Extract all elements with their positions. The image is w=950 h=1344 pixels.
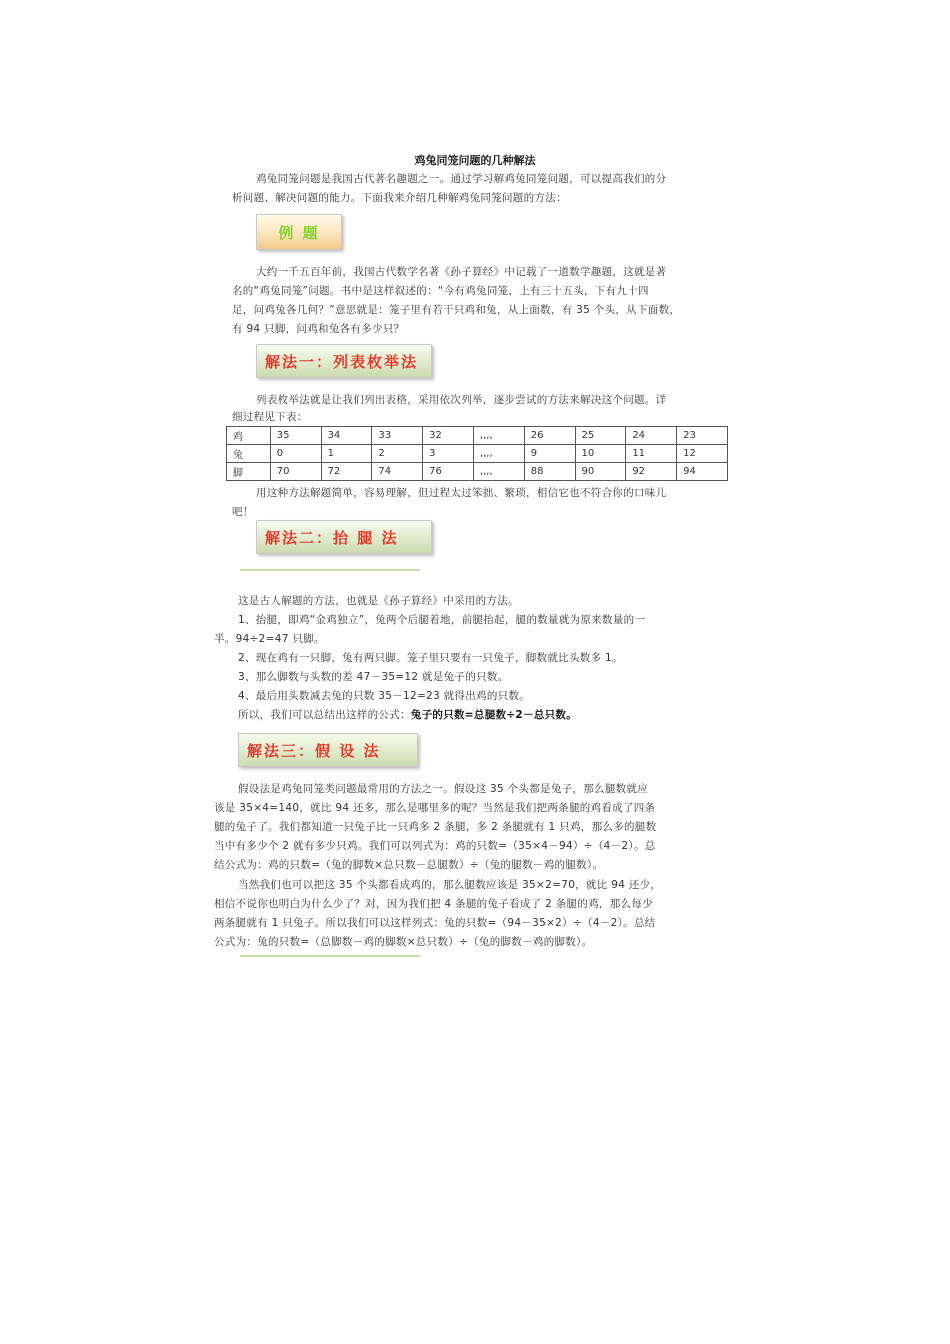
method2-line: 3、那么脚数与头数的差 47－35=12 就是兔子的只数。 [238, 671, 509, 683]
method3-line: 当然我们也可以把这 35 个头都看成鸡的，那么腿数应该是 35×2=70，就比 94 还少， [238, 879, 662, 891]
example-heading: 例 题 [256, 214, 342, 250]
method2-heading: 解法二：抬 腿 法 [256, 520, 432, 554]
method2-line: 4、最后用头数减去兔的只数 35－12=23 就得出鸡的只数。 [238, 690, 531, 702]
method3-line: 结公式为：鸡的只数=（兔的脚数×总只数－总腿数）÷（兔的腿数－鸡的腿数）。 [214, 859, 604, 871]
table-cell: 94 [677, 463, 728, 481]
section-divider [240, 955, 420, 957]
method3-line: 当中有多少个 2 就有多少只鸡。我们可以列式为：鸡的只数=（35×4－94）÷（4－2）。总 [214, 840, 656, 852]
table-cell: 88 [524, 463, 575, 481]
method2-formula-line [238, 706, 577, 725]
table-cell: ,,,, [473, 445, 524, 463]
table-cell: 34 [321, 427, 372, 445]
table-cell: 74 [372, 463, 423, 481]
table-cell: 90 [575, 463, 626, 481]
table-cell: 72 [321, 463, 372, 481]
table-cell: 0 [270, 445, 321, 463]
method3-line: 公式为：兔的只数=（总脚数－鸡的脚数×总只数）÷（兔的脚数－鸡的脚数）。 [214, 936, 593, 948]
method3-line: 假设法是鸡兔同笼类问题最常用的方法之一。假设这 35 个头都是兔子，那么腿数就应 [238, 783, 649, 795]
example-line: 大约一千五百年前，我国古代数学名著《孙子算经》中记载了一道数学趣题，这就是著 [256, 266, 667, 278]
page-title: 鸡兔同笼问题的几种解法 [414, 154, 536, 167]
section-divider [240, 569, 420, 571]
method1-heading: 解法一：列表枚举法 [256, 344, 432, 378]
table-cell: 脚 [227, 463, 271, 481]
example-line: 名的“鸡兔同笼”问题。书中是这样叙述的：“今有鸡兔同笼，上有三十五头，下有九十四 [232, 285, 649, 297]
table-cell: 10 [575, 445, 626, 463]
formula-prefix: 所以，我们可以总结出这样的公式： [238, 709, 411, 721]
table-cell: ,,,, [473, 427, 524, 445]
intro-line: 鸡兔同笼问题是我国古代著名趣题之一。通过学习解鸡兔同笼问题，可以提高我们的分 [256, 173, 667, 185]
method1-line: 吧！ [232, 506, 254, 518]
table-row [227, 463, 728, 481]
method3-line: 腿的兔子了。我们都知道一只兔子比一只鸡多 2 条腿，多 2 条腿就有 1 只鸡，那么多的腿数 [214, 821, 657, 833]
enumeration-table [226, 426, 728, 481]
method3-line: 两条腿就有 1 只兔子。所以我们可以这样列式：兔的只数=（94－35×2）÷（4－2）。总结 [214, 917, 656, 929]
method1-line: 细过程见下表： [232, 411, 308, 423]
table-row [227, 445, 728, 463]
table-row [227, 427, 728, 445]
table-cell: 76 [423, 463, 474, 481]
table-cell: 9 [524, 445, 575, 463]
table-cell: 2 [372, 445, 423, 463]
method2-line: 1、抬腿，即鸡“金鸡独立”，兔两个后腿着地，前腿抬起，腿的数量就为原来数量的一 [238, 614, 646, 626]
table-cell: 11 [626, 445, 677, 463]
method3-heading: 解法三：假 设 法 [238, 733, 418, 767]
method3-line: 该是 35×4=140，就比 94 还多，那么是哪里多的呢？当然是我们把两条腿的鸡看成了四条 [214, 802, 656, 814]
table-cell: 25 [575, 427, 626, 445]
method1-line: 用这种方法解题简单，容易理解，但过程太过笨拙、繁琐，相信它也不符合你的口味儿 [256, 487, 667, 499]
method1-line: 列表枚举法就是让我们列出表格，采用依次列举，逐步尝试的方法来解决这个问题。详 [256, 394, 667, 406]
method2-line: 半。94÷2=47 只脚。 [214, 633, 325, 645]
table-cell: ,,,, [473, 463, 524, 481]
table-cell: 92 [626, 463, 677, 481]
formula-text: 兔子的只数=总腿数÷2－总只数。 [410, 709, 578, 721]
intro-line: 析问题、解决问题的能力。下面我来介绍几种解鸡兔同笼问题的方法： [232, 192, 567, 204]
table-cell: 32 [423, 427, 474, 445]
table-cell: 兔 [227, 445, 271, 463]
table-cell: 3 [423, 445, 474, 463]
method2-line: 2、现在鸡有一只脚，兔有两只脚。笼子里只要有一只兔子，脚数就比头数多 1。 [238, 652, 623, 664]
table-cell: 24 [626, 427, 677, 445]
table-cell: 鸡 [227, 427, 271, 445]
example-line: 足，问鸡兔各几何？”意思就是：笼子里有若干只鸡和兔，从上面数，有 35 个头，从下面数， [232, 304, 681, 316]
table-cell: 23 [677, 427, 728, 445]
method2-line: 这是古人解题的方法，也就是《孙子算经》中采用的方法。 [238, 595, 519, 607]
example-line: 有 94 只脚，问鸡和兔各有多少只？ [232, 323, 405, 335]
table-cell: 33 [372, 427, 423, 445]
method3-line: 相信不说你也明白为什么少了？对，因为我们把 4 条腿的兔子看成了 2 条腿的鸡，那么每少 [214, 898, 653, 910]
table-cell: 1 [321, 445, 372, 463]
table-cell: 26 [524, 427, 575, 445]
table-cell: 70 [270, 463, 321, 481]
table-cell: 35 [270, 427, 321, 445]
table-cell: 12 [677, 445, 728, 463]
